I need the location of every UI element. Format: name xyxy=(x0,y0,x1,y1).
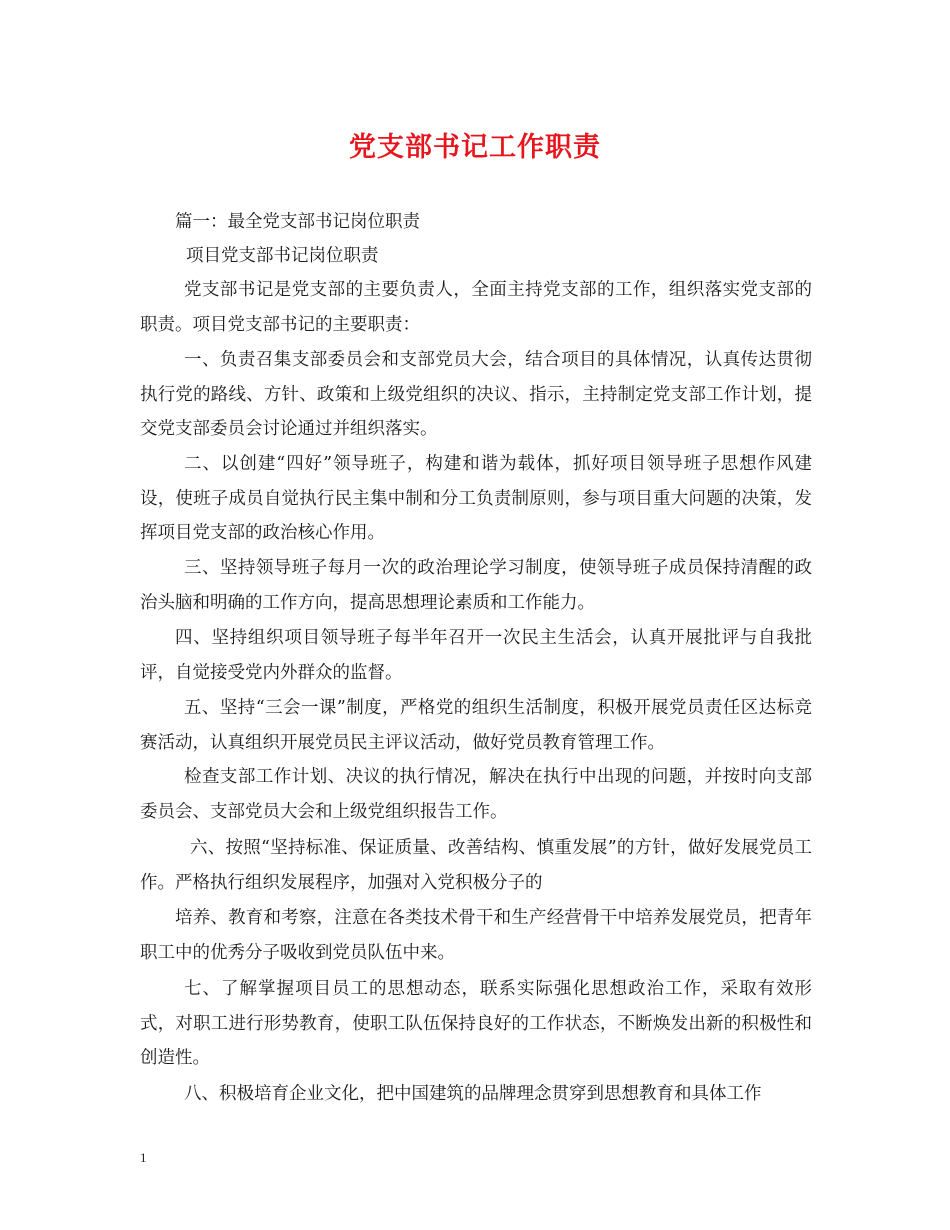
document-title: 党支部书记工作职责 xyxy=(349,132,601,163)
paragraph-item-5: 五、坚持“三会一课”制度，严格党的组织生活制度，积极开展党员责任区达标竞赛活动，认真组织开展党员民主评议活动，做好党员教育管理工作。 xyxy=(140,698,812,753)
paragraph-check: 检查支部工作计划、决议的执行情况，解决在执行中出现的问题，并按时向支部委员会、支部党员大会和上级党组织报告工作。 xyxy=(140,767,812,822)
paragraph-item-1: 一、负责召集支部委员会和支部党员大会，结合项目的具体情况，认真传达贯彻执行党的路线、方针、政策和上级党组织的决议、指示，主持制定党支部工作计划，提交党支部委员会讨论通过并组织落实。 xyxy=(140,350,812,439)
page-number: 1 xyxy=(140,1150,147,1165)
paragraph-item-4: 四、坚持组织项目领导班子每半年召开一次民主生活会，认真开展批评与自我批评，自觉接受党内外群众的监督。 xyxy=(140,628,812,683)
paragraph-item-8: 八、积极培育企业文化，把中国建筑的品牌理念贯穿到思想教育和具体工作 xyxy=(184,1084,762,1104)
paragraph-intro: 党支部书记是党支部的主要负责人，全面主持党支部的工作，组织落实党支部的职责。项目党支部书记的主要职责： xyxy=(140,280,812,335)
paragraph-section-heading: 篇一：最全党支部书记岗位职责 xyxy=(175,212,420,232)
paragraph-item-3: 三、坚持领导班子每月一次的政治理论学习制度，使领导班子成员保持清醒的政治头脑和明确的工作方向，提高思想理论素质和工作能力。 xyxy=(140,558,812,613)
paragraph-item-6-continued: 培养、教育和考察，注意在各类技术骨干和生产经营骨干中培养发展党员，把青年职工中的优秀分子吸收到党员队伍中来。 xyxy=(140,908,812,963)
paragraph-subheading: 项目党支部书记岗位职责 xyxy=(186,246,379,266)
paragraph-item-7: 七、了解掌握项目员工的思想动态，联系实际强化思想政治工作，采取有效形式，对职工进行形势教育，使职工队伍保持良好的工作状态，不断焕发出新的积极性和创造性。 xyxy=(140,979,812,1068)
paragraph-item-2: 二、以创建“四好”领导班子，构建和谐为载体，抓好项目领导班子思想作风建设，使班子成员自觉执行民主集中制和分工负责制原则，参与项目重大问题的决策，发挥项目党支部的政治核心作用。 xyxy=(140,454,812,543)
paragraph-item-6: 六、按照“坚持标准、保证质量、改善结构、慎重发展”的方针，做好发展党员工作。严格执行组织发展程序，加强对入党积极分子的 xyxy=(140,838,812,893)
